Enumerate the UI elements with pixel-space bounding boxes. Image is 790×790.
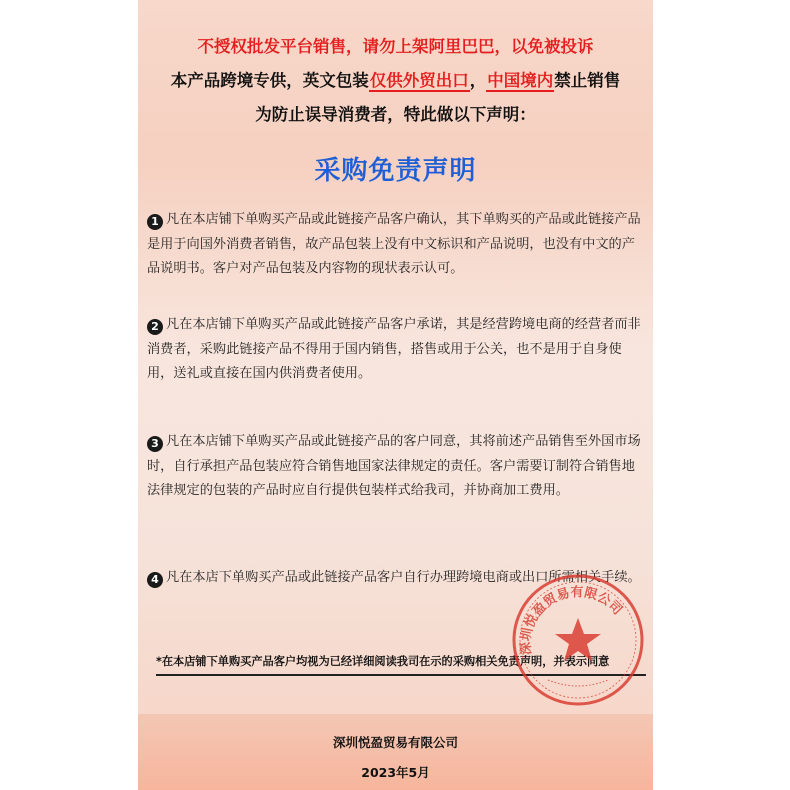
warning-line: 不授权批发平台销售，请勿上架阿里巴巴，以免被投诉	[197, 37, 594, 56]
domestic-highlight: 中国境内	[487, 71, 554, 90]
number-4-icon: 4	[147, 572, 163, 588]
issue-date: 2023年5月	[361, 765, 430, 780]
clause-2	[147, 313, 647, 387]
export-only-line	[138, 70, 653, 92]
seal-text: 深圳悦盈贸易有限公司	[518, 585, 625, 656]
export-line-text-2: ，	[469, 71, 487, 90]
disclaimer-poster	[138, 0, 653, 790]
agreement-notice: *在本店铺下单购买产品客户均视为已经详细阅读我司在示的采购相关免责声明，并表示同意	[156, 652, 646, 676]
clause-3	[147, 430, 647, 504]
number-1-icon: 1	[147, 214, 163, 230]
clause-text: 凡在本店下单购买产品或此链接产品客户自行办理跨境电商或出口所需相关手续。	[166, 570, 641, 585]
declaration-intro: 为防止误导消费者，特此做以下声明：	[255, 105, 536, 124]
number-2-icon: 2	[147, 319, 163, 335]
export-line-text-3: 禁止销售	[554, 71, 621, 90]
clause-text: 凡在本店铺下单购买产品或此链接产品的客户同意，其将前述产品销售至外国市场时，自行承担产品包装应符合销售地国家法律规定的责任。客户需要订制符合销售地法律规定的包装的产品时应自行提供包装样式给我司，并协商加工费用。	[147, 434, 641, 498]
seal-star-icon	[555, 618, 601, 661]
export-line-text-1: 本产品跨境专供，英文包装	[170, 71, 369, 90]
export-only-highlight: 仅供外贸出口	[369, 71, 469, 90]
number-3-icon: 3	[147, 436, 163, 452]
company-name: 深圳悦盈贸易有限公司	[332, 735, 458, 750]
clause-text: 凡在本店铺下单购买产品或此链接产品客户确认，其下单购买的产品或此链接产品是用于向国外消费者销售，故产品包装上没有中文标识和产品说明，也没有中文的产品说明书。客户对产品包装及内容物的现状表示认可。	[147, 212, 641, 276]
company-seal-icon	[508, 570, 648, 710]
clause-text: 凡在本店铺下单购买产品或此链接产品客户承诺，其是经营跨境电商的经营者而非消费者，采购此链接产品不得用于国内销售，搭售或用于公关，也不是用于自身使用，送礼或直接在国内供消费者使用。	[147, 317, 641, 381]
clause-1	[147, 208, 647, 282]
page-title: 采购免责声明	[314, 156, 477, 186]
